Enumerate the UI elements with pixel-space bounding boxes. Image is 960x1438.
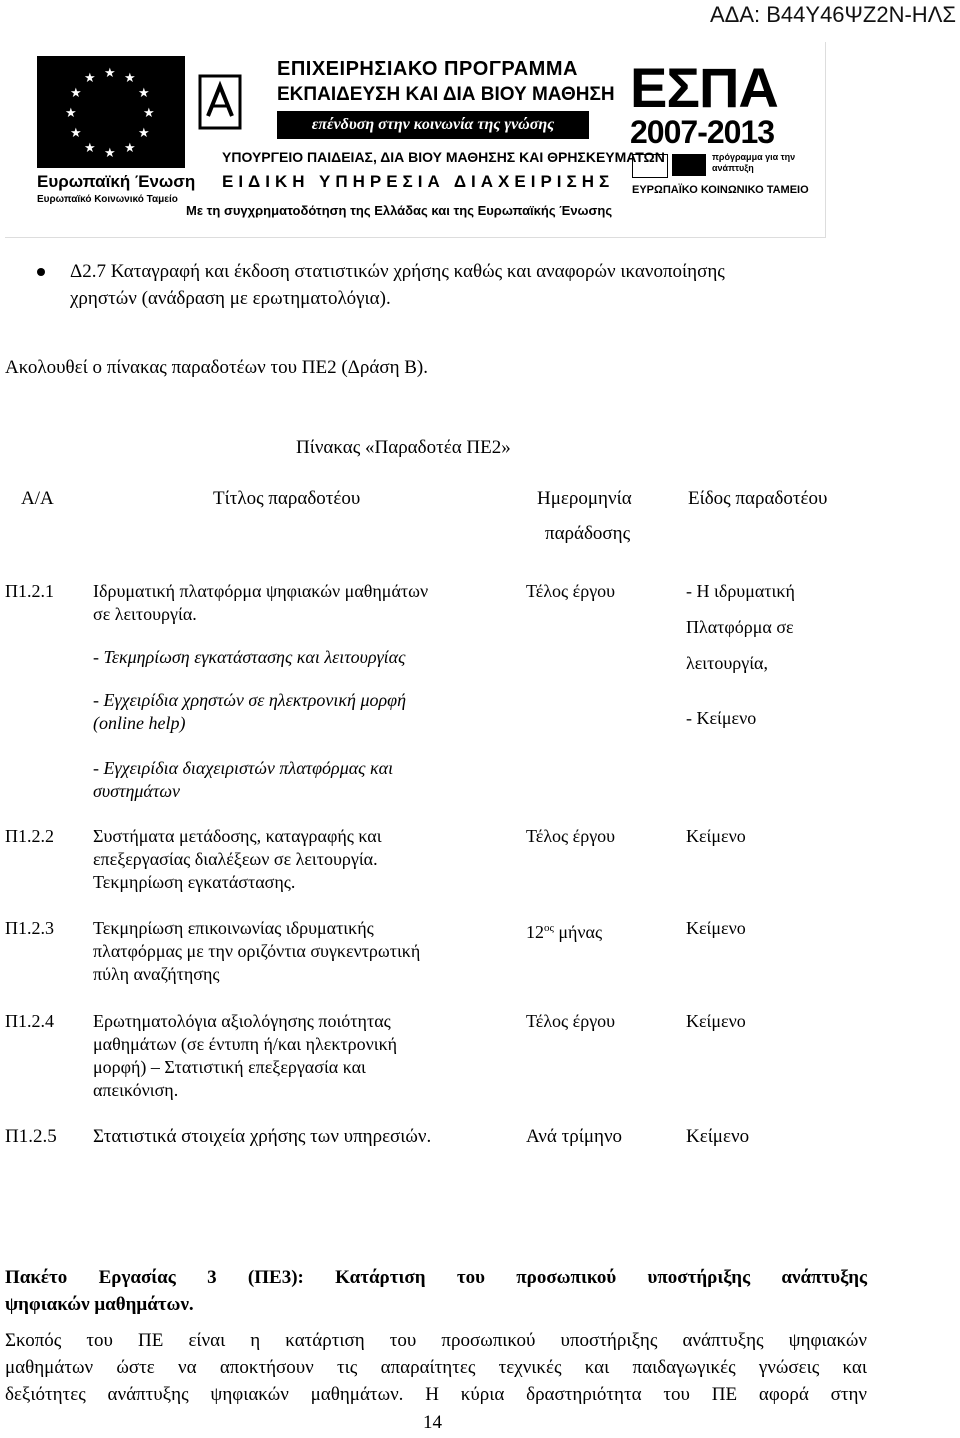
row-3-date-num: 12 (526, 922, 544, 942)
intro-text: Ακολουθεί ο πίνακας παραδοτέων του ΠΕ2 (Δράση Β). (5, 357, 429, 378)
row-4-title-4: απεικόνιση. (93, 1080, 179, 1100)
row-1-title-1: Ιδρυματική πλατφόρμα ψηφιακών μαθημάτων (93, 581, 429, 601)
row-3-date (526, 917, 602, 944)
row-4-kind: Κείμενο (686, 1011, 746, 1031)
row-4-title-2: μαθημάτων (σε έντυπη ή/και ηλεκτρονική (93, 1034, 398, 1054)
espa-fund: ΕΥΡΩΠΑΪΚΟ ΚΟΙΝΩΝΙΚΟ ΤΑΜΕΙΟ (632, 184, 809, 196)
row-4-aa: Π1.2.4 (5, 1011, 54, 1031)
eu-name: Ευρωπαϊκή Ένωση (37, 172, 196, 191)
header-title: Τίτλος παραδοτέου (213, 488, 361, 509)
star-icon: ★ (70, 85, 82, 100)
table-caption: Πίνακας «Παραδοτέα ΠΕ2» (296, 437, 511, 458)
cofinancing-note: Με τη συγχρηματοδότηση της Ελλάδας και της Ευρωπαϊκής Ένωσης (186, 203, 613, 218)
espa-slogan: πρόγραμμα για την ανάπτυξη (712, 152, 796, 173)
row-1-title-2: σε λειτουργία. (93, 604, 197, 624)
row-1-sub-3a: - Εγχειρίδια διαχειριστών πλατφόρμας και (93, 758, 394, 778)
package-heading-2: ψηφιακών μαθημάτων. (5, 1294, 194, 1315)
row-1-aa: Π1.2.1 (5, 581, 54, 601)
row-1-kind-2: Πλατφόρμα σε (686, 617, 794, 637)
row-1-kind-3: λειτουργία, (686, 653, 768, 673)
row-3-title-3: πύλη αναζήτησης (93, 964, 220, 984)
star-icon: ★ (124, 70, 136, 85)
ministry-name: ΥΠΟΥΡΓΕΙΟ ΠΑΙΔΕΙΑΣ, ΔΙΑ ΒΙΟΥ ΜΑΘΗΣΗΣ ΚΑΙ ΘΡΗΣΚΕΥΜΑΤΩΝ (222, 149, 665, 165)
row-5-aa: Π1.2.5 (5, 1126, 57, 1147)
bullet-dot (37, 268, 45, 276)
row-2-date: Τέλος έργου (526, 826, 616, 846)
row-3-title-2: πλατφόρμας με την οριζόντια συγκεντρωτική (93, 941, 421, 961)
star-icon: ★ (143, 105, 155, 120)
package-para-1: Σκοπός του ΠΕ είναι η κατάρτιση του προσωπικού υποστήριξης ανάπτυξης ψηφιακών (5, 1330, 867, 1351)
package-para-2: μαθημάτων ώστε να αποκτήσουν τις απαραίτητες τεχνικές και παιδαγωγικές γνώσεις και (5, 1357, 867, 1378)
programme-mark-icon (196, 72, 244, 132)
star-icon: ★ (84, 140, 96, 155)
eu-flag-icon (672, 154, 706, 176)
row-2-aa: Π1.2.2 (5, 826, 54, 846)
managing-service: ΕΙΔΙΚΗ ΥΠΗΡΕΣΙΑ ΔΙΑΧΕΙΡΙΣΗΣ (222, 172, 615, 191)
eu-flag-logo (37, 56, 185, 168)
programme-subtitle: ΕΚΠΑΙΔΕΥΣΗ ΚΑΙ ΔΙΑ ΒΙΟΥ ΜΑΘΗΣΗ (277, 84, 615, 105)
row-3-kind: Κείμενο (686, 918, 746, 938)
row-5-title: Στατιστικά στοιχεία χρήσης των υπηρεσιών. (93, 1126, 432, 1147)
row-1-sub-2b: (online help) (93, 713, 186, 733)
bullet-line-2: χρηστών (ανάδραση με ερωτηματολόγια). (70, 288, 391, 309)
row-1-sub-2a: - Εγχειρίδια χρηστών σε ηλεκτρονική μορφή (93, 690, 407, 710)
espa-logo-title: ΕΣΠΑ (630, 56, 778, 119)
package-heading-1: Πακέτο Εργασίας 3 (ΠΕ3): Κατάρτιση του προσωπικού υποστήριξης ανάπτυξης (5, 1267, 867, 1288)
package-para-3: δεξιότητες ανάπτυξης ψηφιακών μαθημάτων. Η κύρια δραστηριότητα του ΠΕ αφορά στην (5, 1384, 867, 1405)
row-1-kind-4: - Κείμενο (686, 708, 757, 728)
row-1-sub-1: - Τεκμηρίωση εγκατάστασης και λειτουργίας (93, 647, 406, 667)
star-icon: ★ (65, 105, 77, 120)
row-2-title-2: επεξεργασίας διαλέξεων σε λειτουργία. (93, 849, 378, 869)
row-3-date-word: μήνας (558, 922, 603, 942)
row-2-title-3: Τεκμηρίωση εγκατάστασης. (93, 872, 296, 892)
espa-years: 2007-2013 (630, 114, 775, 150)
row-5-kind: Κείμενο (686, 1126, 750, 1147)
bullet-line-1: Δ2.7 Καταγραφή και έκδοση στατιστικών χρήσης καθώς και αναφορών ικανοποίησης (70, 261, 725, 282)
programme-slogan: επένδυση στην κοινωνία της γνώσης (277, 111, 589, 139)
row-1-kind-1: - Η ιδρυματική (686, 581, 795, 601)
header-aa: Α/Α (21, 488, 54, 509)
star-icon: ★ (104, 145, 116, 160)
row-4-title-3: μορφή) – Στατιστική επεξεργασία και (93, 1057, 366, 1077)
header-kind: Είδος παραδοτέου (688, 488, 828, 509)
row-2-kind: Κείμενο (686, 826, 746, 846)
star-icon: ★ (84, 70, 96, 85)
row-4-title-1: Ερωτηματολόγια αξιολόγησης ποιότητας (93, 1011, 391, 1031)
star-icon: ★ (138, 85, 150, 100)
row-5-date: Ανά τρίμηνο (526, 1126, 623, 1147)
row-1-sub-3b: συστημάτων (93, 781, 181, 801)
ada-code: ΑΔΑ: Β44Υ46ΨΖ2Ν-ΗΛΣ (709, 2, 956, 27)
row-3-date-sup: ος (544, 922, 554, 934)
row-2-title-1: Συστήματα μετάδοσης, καταγραφής και (93, 826, 382, 846)
programme-title: ΕΠΙΧΕΙΡΗΣΙΑΚΟ ΠΡΟΓΡΑΜΜΑ (277, 58, 578, 80)
header-date: Ημερομηνία (537, 488, 632, 509)
row-4-date: Τέλος έργου (526, 1011, 616, 1031)
star-icon: ★ (70, 125, 82, 140)
row-1-date: Τέλος έργου (526, 581, 616, 601)
star-icon: ★ (104, 65, 116, 80)
greek-flag-icon (632, 154, 668, 178)
star-icon: ★ (138, 125, 150, 140)
row-3-title-1: Τεκμηρίωση επικοινωνίας ιδρυματικής (93, 918, 374, 938)
row-3-aa: Π1.2.3 (5, 918, 54, 938)
eu-fund: Ευρωπαϊκό Κοινωνικό Ταμείο (37, 194, 178, 205)
page-number: 14 (423, 1412, 442, 1433)
header-date-2: παράδοσης (545, 523, 631, 544)
star-icon: ★ (124, 140, 136, 155)
